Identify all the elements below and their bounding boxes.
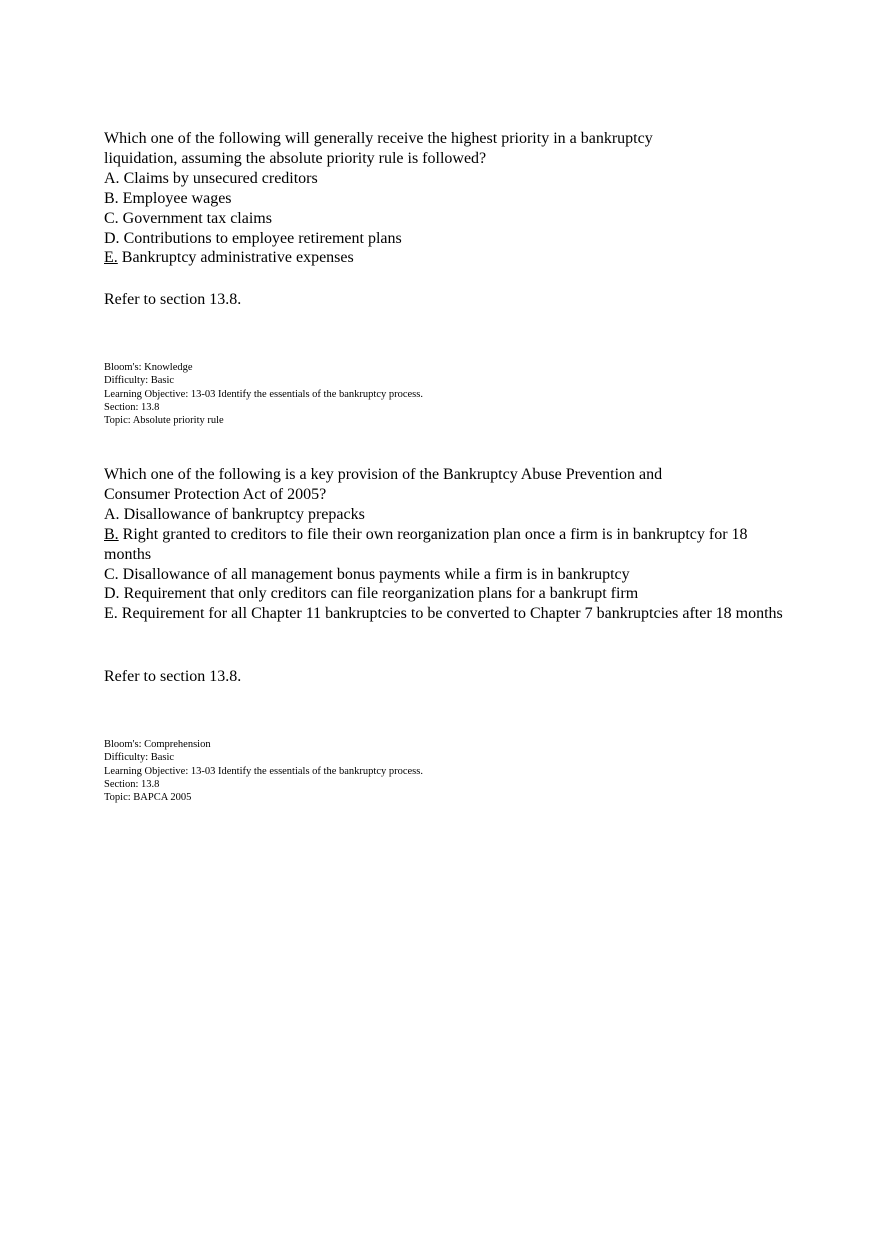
option-e-correct: E. Bankruptcy administrative expenses — [104, 249, 354, 267]
question-2-reference: Refer to section 13.8. — [104, 668, 242, 685]
learning-objective: Learning Objective: 13-03 Identify the essentials of the bankruptcy process. — [104, 388, 423, 400]
topic: Topic: BAPCA 2005 — [104, 792, 192, 804]
blooms: Bloom's: Comprehension — [104, 739, 211, 750]
question-stem: Which one of the following will generally receive the highest priority in a bankruptcy liquidation, assuming the absolute priority rule is followed? — [104, 130, 653, 167]
option-b-correct: B. Right granted to creditors to file their own reorganization plan once a firm is in bankruptcy for 18 months — [104, 525, 748, 563]
option-c: C. Government tax claims — [104, 209, 272, 227]
question-2-meta — [104, 738, 804, 804]
question-stem: Which one of the following is a key provision of the Bankruptcy Abuse Prevention and Consumer Protection Act of 2005? — [104, 466, 663, 503]
option-a: A. Claims by unsecured creditors — [104, 169, 318, 187]
option-e: E. Requirement for all Chapter 11 bankruptcies to be converted to Chapter 7 bankruptcies after 18 months — [104, 605, 783, 623]
option-c: C. Disallowance of all management bonus payments while a firm is in bankruptcy — [104, 565, 630, 583]
section: Section: 13.8 — [104, 401, 160, 413]
section: Section: 13.8 — [104, 778, 160, 790]
question-2 — [104, 465, 784, 624]
option-a: A. Disallowance of bankruptcy prepacks — [104, 505, 365, 523]
learning-objective: Learning Objective: 13-03 Identify the essentials of the bankruptcy process. — [104, 765, 423, 777]
blooms: Bloom's: Knowledge — [104, 362, 193, 373]
difficulty: Difficulty: Basic — [104, 375, 175, 387]
option-d: D. Requirement that only creditors can file reorganization plans for a bankrupt firm — [104, 585, 639, 603]
question-1 — [104, 129, 714, 268]
question-1-reference: Refer to section 13.8. — [104, 291, 242, 308]
option-b: B. Employee wages — [104, 189, 232, 207]
topic: Topic: Absolute priority rule — [104, 415, 224, 427]
question-1-meta — [104, 361, 804, 427]
difficulty: Difficulty: Basic — [104, 752, 175, 764]
option-d: D. Contributions to employee retirement plans — [104, 229, 402, 247]
